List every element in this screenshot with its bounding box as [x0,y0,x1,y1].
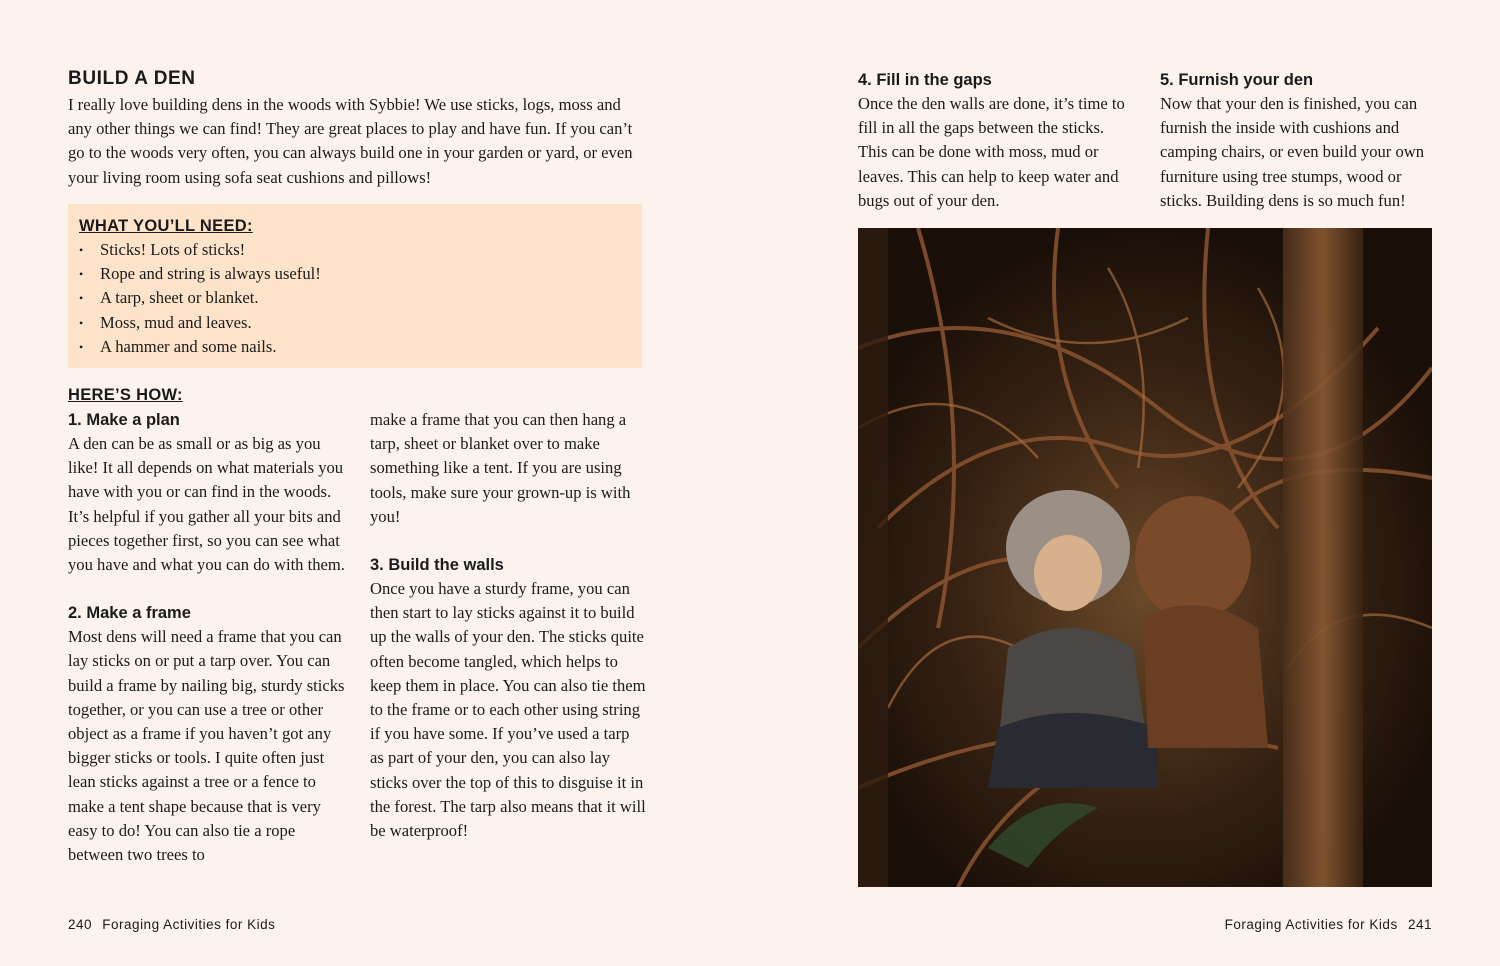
step-2-continued-text: make a frame that you can then hang a tarp, sheet or blanket over to make something like a tent. If you are using tools, make sure your grown-up is with you! [370,410,631,526]
step-5-block [1160,68,1440,213]
instructions-heading: HERE’S HOW: [68,386,183,404]
step-5-text: Now that your den is finished, you can furnish the inside with cushions and camping chairs, or even build your own furniture using tree stumps, wood or sticks. Building dens is so much fun! [1160,94,1425,210]
step-3-heading: 3. Build the walls [370,556,504,575]
step-2-heading: 2. Make a frame [68,604,191,623]
step-1-heading: 1. Make a plan [68,411,180,429]
list-item: • A hammer and some nails. [79,336,277,356]
list-item: • Moss, mud and leaves. [79,312,252,332]
materials-box [68,204,642,368]
book-title-right: Foraging Activities for Kids [1224,917,1398,932]
step-5-heading: 5. Furnish your den [1160,71,1314,89]
page-number-left: 240 [68,917,93,932]
materials-heading: WHAT YOU’LL NEED: [79,217,253,235]
step-3-text: Once you have a sturdy frame, you can then start to lay sticks against it to build up the walls of your den. The sticks quite often become tangled, which helps to keep them in place. You can also tie them to the frame or to each other using string if you have some. If you’ve used a tarp as part of your den, you can also lay sticks over the top of this to disguise it in the forest. The tarp also means that it will be waterproof! [370,579,646,841]
den-photo-illustration [858,228,1432,887]
list-item: • A tarp, sheet or blanket. [79,288,259,308]
materials-list [79,238,630,359]
page-title: BUILD A DEN [68,68,196,89]
step-4-block [858,68,1134,213]
book-title-left: Foraging Activities for Kids [102,917,276,932]
step-4-text: Once the den walls are done, it’s time to fill in all the gaps between the sticks. This can be done with moss, mud or leaves. This can help to keep water and bugs out of your den. [858,94,1125,210]
step-1-text: A den can be as small or as big as you like! It all depends on what materials you have with you or can find in the woods. It’s helpful if you gather all your bits and pieces together first, so you can see what you have and what you can do with them. [68,434,345,575]
step-4-heading: 4. Fill in the gaps [858,71,992,89]
instructions-column-2 [370,408,646,843]
list-item: • Sticks! Lots of sticks! [79,240,246,259]
right-footer [1225,917,1432,932]
page-number-right: 241 [1407,917,1432,932]
intro-paragraph: I really love building dens in the woods with Sybbie! We use sticks, logs, moss and any other things we can find! They are great places to play and have fun. If you can’t go to the woods very often, you can always build one in your garden or yard, or even your living room using sofa seat cushions and pillows! [68,95,633,187]
den-photo [858,228,1432,887]
list-item: • Rope and string is always useful! [79,264,321,284]
left-footer [68,917,275,932]
step-2-text: Most dens will need a frame that you can lay sticks on or put a tarp over. You can build a frame by nailing big, sturdy sticks together, or you can use a tree or other object as a frame if you haven’t got any bigger sticks or tools. I quite often just lean sticks against a tree or a fence to make a tent shape because that is very easy to do! You can also tie a rope between two trees to [68,627,345,865]
instructions-column-1 [68,408,346,867]
